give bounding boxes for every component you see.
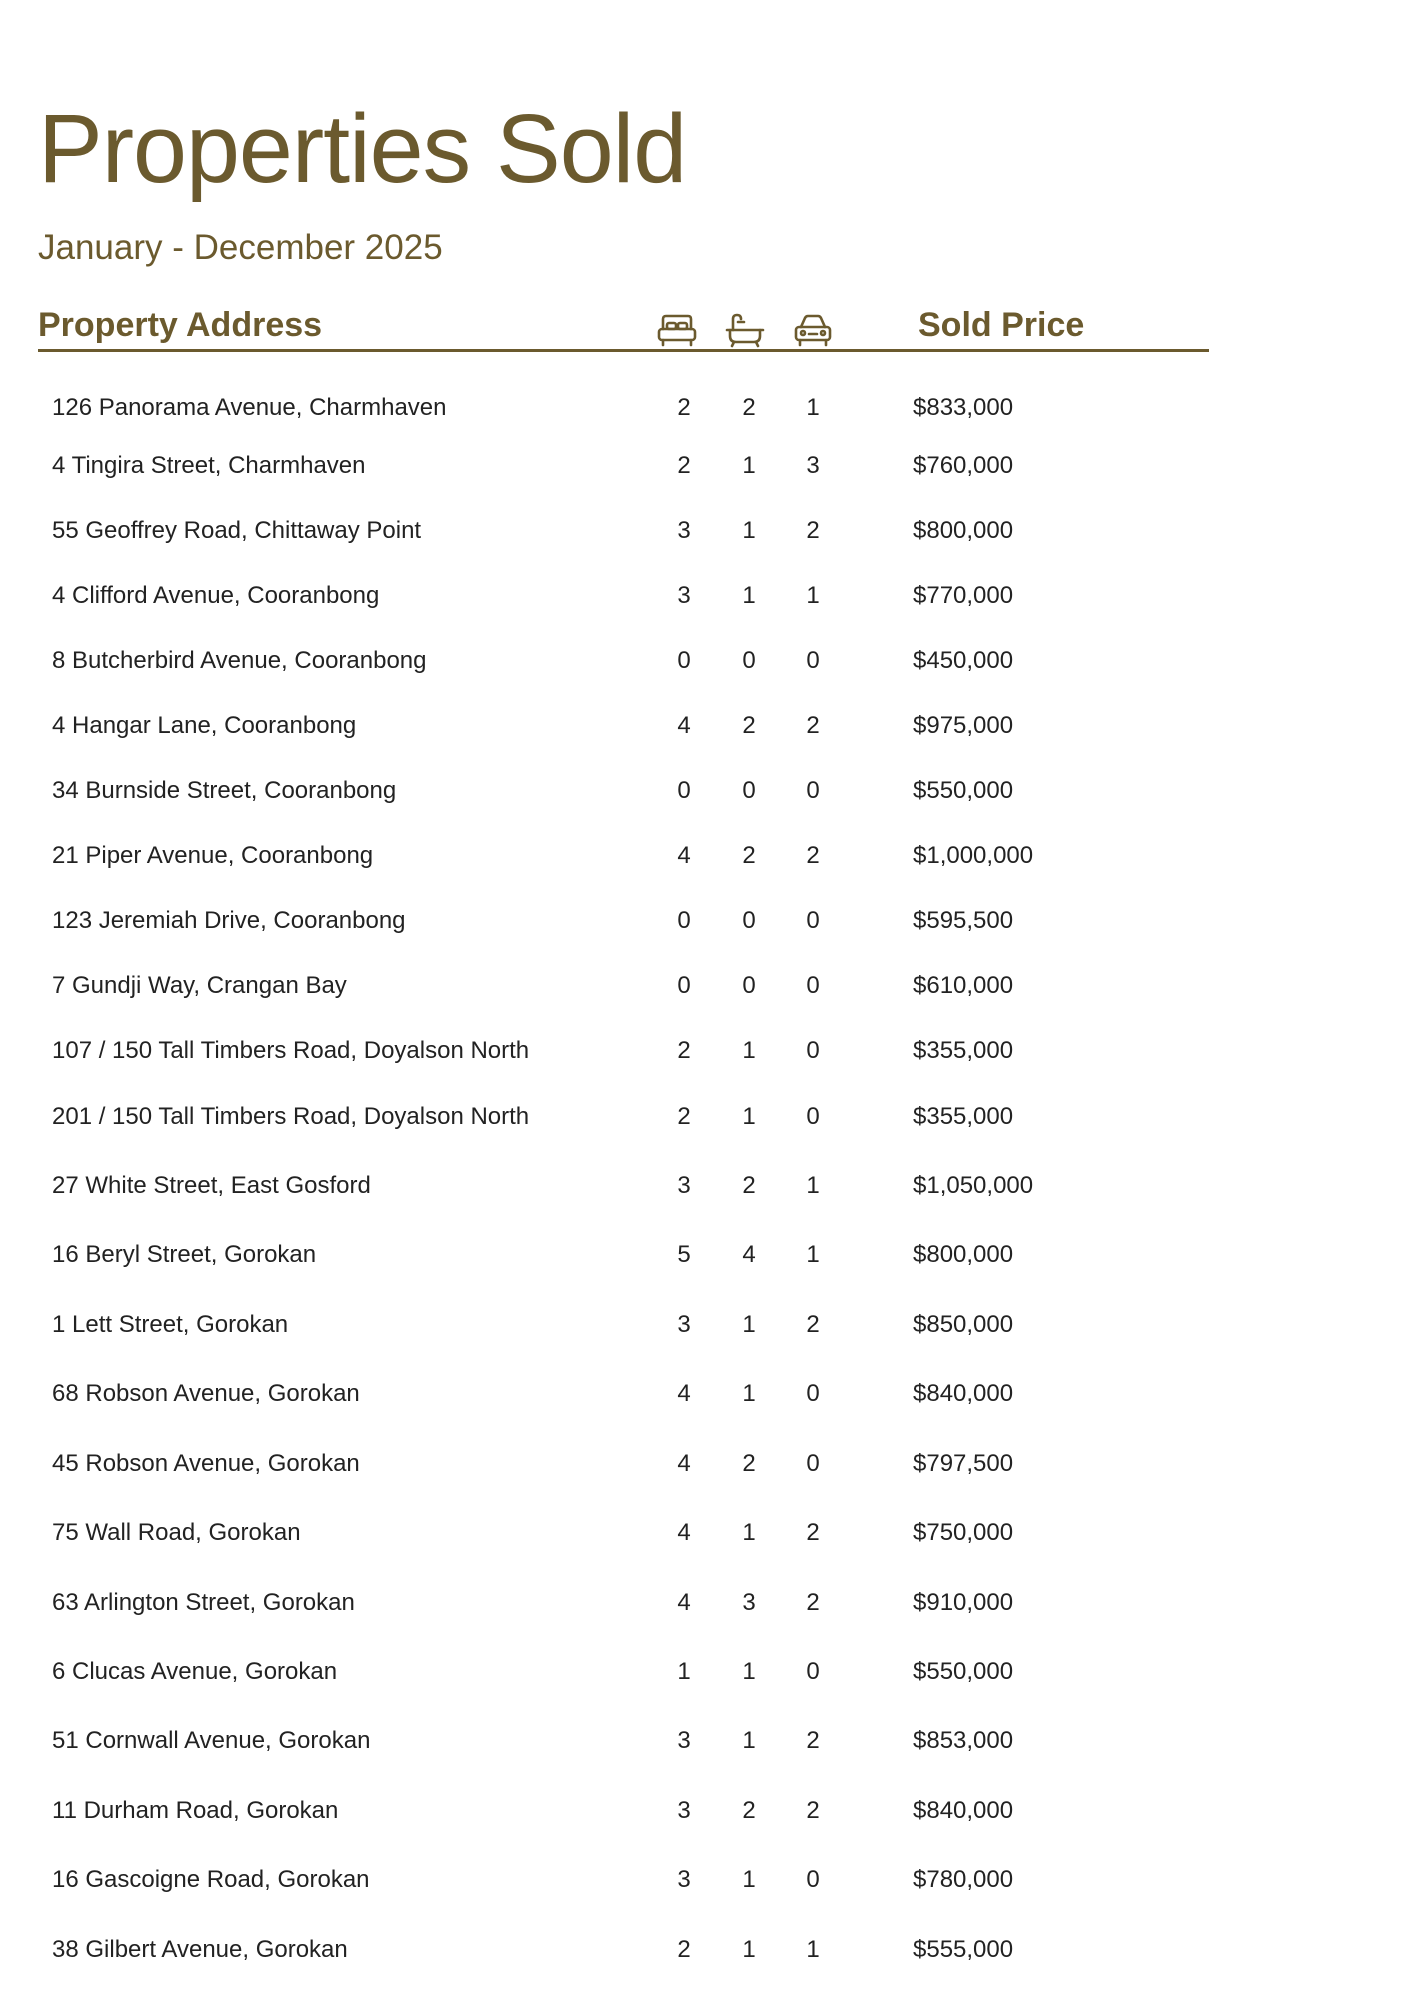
table-row	[0, 1031, 1414, 1071]
bedrooms-count: 0	[677, 777, 691, 804]
table-row	[0, 576, 1414, 616]
bedrooms-count: 4	[677, 1519, 691, 1546]
bedrooms-count: 4	[677, 1589, 691, 1616]
bedrooms-count: 5	[677, 1241, 691, 1268]
bathrooms-count: 1	[742, 1658, 756, 1685]
property-address: 126 Panorama Avenue, Charmhaven	[52, 394, 447, 421]
sold-price: $555,000	[913, 1936, 1014, 1963]
car-spaces-count: 0	[806, 647, 820, 674]
bedrooms-count: 2	[677, 394, 691, 421]
property-address: 63 Arlington Street, Gorokan	[52, 1589, 355, 1616]
car-spaces-count: 0	[806, 777, 820, 804]
sold-price-header: Sold Price	[918, 306, 1085, 344]
property-address: 8 Butcherbird Avenue, Cooranbong	[52, 647, 427, 674]
sold-price: $355,000	[913, 1037, 1014, 1064]
property-address: 27 White Street, East Gosford	[52, 1172, 371, 1199]
car-spaces-count: 2	[806, 1311, 820, 1338]
table-row	[0, 641, 1414, 681]
car-spaces-count: 2	[806, 842, 820, 869]
bedrooms-count: 4	[677, 1450, 691, 1477]
bathrooms-count: 1	[742, 582, 756, 609]
car-spaces-count: 2	[806, 712, 820, 739]
bedrooms-count: 1	[677, 1658, 691, 1685]
sold-price: $750,000	[913, 1519, 1014, 1546]
bedrooms-count: 3	[677, 582, 691, 609]
sold-price: $850,000	[913, 1311, 1014, 1338]
car-spaces-count: 1	[806, 582, 820, 609]
table-row	[0, 388, 1414, 428]
car-spaces-count: 1	[806, 394, 820, 421]
bedrooms-count: 3	[677, 1866, 691, 1893]
property-address: 16 Gascoigne Road, Gorokan	[52, 1866, 370, 1893]
sold-price: $760,000	[913, 452, 1014, 479]
sold-price: $800,000	[913, 517, 1014, 544]
sold-price: $610,000	[913, 972, 1014, 999]
table-row	[0, 1513, 1414, 1553]
sold-price: $1,050,000	[913, 1172, 1034, 1199]
property-address: 16 Beryl Street, Gorokan	[52, 1241, 317, 1268]
property-address: 11 Durham Road, Gorokan	[52, 1797, 339, 1824]
car-spaces-count: 0	[806, 1866, 820, 1893]
bathrooms-count: 1	[742, 1037, 756, 1064]
sold-price: $450,000	[913, 647, 1014, 674]
property-address: 123 Jeremiah Drive, Cooranbong	[52, 907, 406, 934]
sold-price: $797,500	[913, 1450, 1014, 1477]
table-row	[0, 1305, 1414, 1345]
property-address: 68 Robson Avenue, Gorokan	[52, 1380, 360, 1407]
sold-price: $840,000	[913, 1797, 1014, 1824]
bedrooms-count: 2	[677, 1037, 691, 1064]
property-address: 4 Clifford Avenue, Cooranbong	[52, 582, 380, 609]
car-spaces-count: 0	[806, 972, 820, 999]
sold-price: $840,000	[913, 1380, 1014, 1407]
bathrooms-count: 2	[742, 1797, 756, 1824]
table-row	[0, 1444, 1414, 1484]
car-spaces-count: 1	[806, 1936, 820, 1963]
bedrooms-count: 3	[677, 1797, 691, 1824]
table-row	[0, 966, 1414, 1006]
date-range-subtitle: January - December 2025	[38, 228, 443, 267]
car-spaces-count: 2	[806, 1797, 820, 1824]
car-spaces-count: 2	[806, 1519, 820, 1546]
sold-price: $595,500	[913, 907, 1014, 934]
bathrooms-count: 2	[742, 1450, 756, 1477]
bathrooms-count: 2	[742, 842, 756, 869]
bedrooms-count: 3	[677, 1311, 691, 1338]
bedrooms-count: 2	[677, 1936, 691, 1963]
property-address: 7 Gundji Way, Crangan Bay	[52, 972, 347, 999]
table-row	[0, 706, 1414, 746]
bedrooms-count: 3	[677, 517, 691, 544]
bathrooms-count: 2	[742, 394, 756, 421]
bathrooms-count: 2	[742, 1172, 756, 1199]
car-spaces-count: 2	[806, 1589, 820, 1616]
bathrooms-count: 1	[742, 452, 756, 479]
page-title: Properties Sold	[38, 94, 687, 203]
car-spaces-count: 0	[806, 907, 820, 934]
bedrooms-count: 4	[677, 842, 691, 869]
table-row	[0, 446, 1414, 486]
bedrooms-count: 3	[677, 1727, 691, 1754]
bedrooms-count: 4	[677, 712, 691, 739]
property-address: 51 Cornwall Avenue, Gorokan	[52, 1727, 371, 1754]
bathrooms-count: 1	[742, 1727, 756, 1754]
bathrooms-count: 4	[742, 1241, 756, 1268]
table-row	[0, 511, 1414, 551]
car-spaces-count: 1	[806, 1172, 820, 1199]
sold-price: $550,000	[913, 1658, 1014, 1685]
bathrooms-count: 0	[742, 647, 756, 674]
table-row	[0, 901, 1414, 941]
car-spaces-count: 0	[806, 1450, 820, 1477]
bathrooms-count: 1	[742, 1380, 756, 1407]
bathrooms-count: 3	[742, 1589, 756, 1616]
property-address: 4 Hangar Lane, Cooranbong	[52, 712, 357, 739]
bedrooms-count: 0	[677, 907, 691, 934]
bathrooms-count: 1	[742, 1519, 756, 1546]
car-icon	[792, 312, 834, 348]
property-address: 38 Gilbert Avenue, Gorokan	[52, 1936, 348, 1963]
car-spaces-count: 2	[806, 517, 820, 544]
table-row	[0, 1930, 1414, 1970]
property-address: 107 / 150 Tall Timbers Road, Doyalson North	[52, 1037, 530, 1064]
bedrooms-count: 2	[677, 452, 691, 479]
property-address: 1 Lett Street, Gorokan	[52, 1311, 289, 1338]
car-spaces-count: 0	[806, 1380, 820, 1407]
table-row	[0, 836, 1414, 876]
sold-price: $833,000	[913, 394, 1014, 421]
bedrooms-count: 2	[677, 1103, 691, 1130]
property-address: 4 Tingira Street, Charmhaven	[52, 452, 366, 479]
property-address: 6 Clucas Avenue, Gorokan	[52, 1658, 338, 1685]
property-address: 21 Piper Avenue, Cooranbong	[52, 842, 374, 869]
sold-price: $800,000	[913, 1241, 1014, 1268]
table-row	[0, 1097, 1414, 1137]
bed-icon	[656, 312, 698, 348]
car-spaces-count: 0	[806, 1037, 820, 1064]
bedrooms-count: 0	[677, 972, 691, 999]
table-row	[0, 771, 1414, 811]
car-spaces-count: 2	[806, 1727, 820, 1754]
bathrooms-count: 0	[742, 777, 756, 804]
bedrooms-count: 4	[677, 1380, 691, 1407]
bathrooms-count: 1	[742, 1103, 756, 1130]
bathrooms-count: 2	[742, 712, 756, 739]
property-address: 75 Wall Road, Gorokan	[52, 1519, 301, 1546]
bathrooms-count: 0	[742, 972, 756, 999]
bathrooms-count: 1	[742, 1866, 756, 1893]
bedrooms-count: 0	[677, 647, 691, 674]
bedrooms-count: 3	[677, 1172, 691, 1199]
property-address: 45 Robson Avenue, Gorokan	[52, 1450, 360, 1477]
table-row	[0, 1374, 1414, 1414]
property-address: 201 / 150 Tall Timbers Road, Doyalson North	[52, 1103, 530, 1130]
bathrooms-count: 0	[742, 907, 756, 934]
car-spaces-count: 0	[806, 1103, 820, 1130]
property-address-header: Property Address	[38, 306, 323, 344]
header-divider	[38, 349, 1209, 352]
table-row	[0, 1721, 1414, 1761]
sold-price: $550,000	[913, 777, 1014, 804]
table-row	[0, 1860, 1414, 1900]
property-address: 55 Geoffrey Road, Chittaway Point	[52, 517, 422, 544]
car-spaces-count: 0	[806, 1658, 820, 1685]
property-address: 34 Burnside Street, Cooranbong	[52, 777, 397, 804]
bath-icon	[724, 312, 766, 348]
car-spaces-count: 3	[806, 452, 820, 479]
table-row	[0, 1235, 1414, 1275]
sold-price: $910,000	[913, 1589, 1014, 1616]
table-row	[0, 1166, 1414, 1206]
car-spaces-count: 1	[806, 1241, 820, 1268]
sold-price: $975,000	[913, 712, 1014, 739]
table-row	[0, 1583, 1414, 1623]
bathrooms-count: 1	[742, 1311, 756, 1338]
sold-price: $770,000	[913, 582, 1014, 609]
sold-price: $853,000	[913, 1727, 1014, 1754]
sold-price: $1,000,000	[913, 842, 1034, 869]
sold-price: $780,000	[913, 1866, 1014, 1893]
table-row	[0, 1652, 1414, 1692]
table-row	[0, 1791, 1414, 1831]
sold-price: $355,000	[913, 1103, 1014, 1130]
bathrooms-count: 1	[742, 1936, 756, 1963]
bathrooms-count: 1	[742, 517, 756, 544]
